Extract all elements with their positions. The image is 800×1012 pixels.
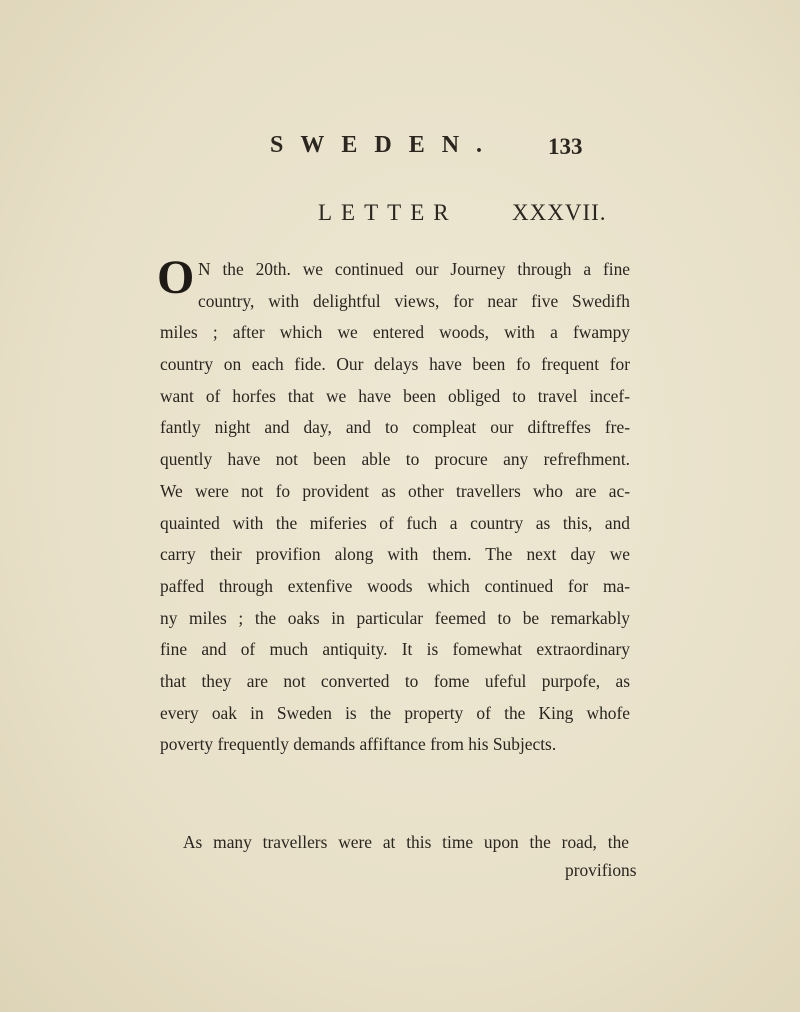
- text-line: every oak in Sweden is the property of the King whofe: [160, 702, 630, 723]
- text-line: want of horfes that we have been obliged to travel incef-: [160, 385, 630, 406]
- text-line: We were not fo provident as other travellers who are ac-: [160, 480, 630, 501]
- paragraph-1: [160, 254, 630, 761]
- letter-heading: [0, 200, 800, 236]
- text-line: N the 20th. we continued our Journey through a fine: [198, 259, 630, 279]
- catchword: provifions: [565, 860, 637, 880]
- running-head: [0, 132, 800, 168]
- text-line: paffed through extenfive woods which continued for ma-: [160, 575, 630, 596]
- text-line: miles ; after which we entered woods, with a fwampy: [160, 322, 630, 343]
- page-number: 133: [548, 134, 583, 159]
- text-line: As many travellers were at this time upon the road, the: [183, 832, 629, 852]
- text-line: quently have not been able to procure any refrefhment.: [160, 449, 630, 470]
- text-line: ny miles ; the oaks in particular feemed to be remarkably: [160, 607, 630, 628]
- text-line: that they are not converted to fome ufeful purpofe, as: [160, 670, 630, 691]
- drop-cap: O: [157, 251, 195, 304]
- text-line: fine and of much antiquity. It is fomewhat extraordinary: [160, 639, 630, 660]
- paragraph-2: [183, 827, 629, 859]
- letter-heading-number: XXXVII.: [512, 200, 607, 225]
- running-title: SWEDEN.: [270, 132, 500, 158]
- text-line: quainted with the miferies of fuch a country as this, and: [160, 512, 630, 533]
- text-line: country on each fide. Our delays have been fo frequent for: [160, 354, 630, 375]
- letter-heading-word: LETTER: [318, 200, 458, 225]
- text-line: poverty frequently demands affiftance from his Subjects.: [160, 734, 557, 755]
- text-line: country, with delightful views, for near five Swedifh: [198, 290, 630, 311]
- text-line: fantly night and day, and to compleat our diftreffes fre-: [160, 417, 630, 438]
- text-line: carry their provifion along with them. The next day we: [160, 544, 630, 565]
